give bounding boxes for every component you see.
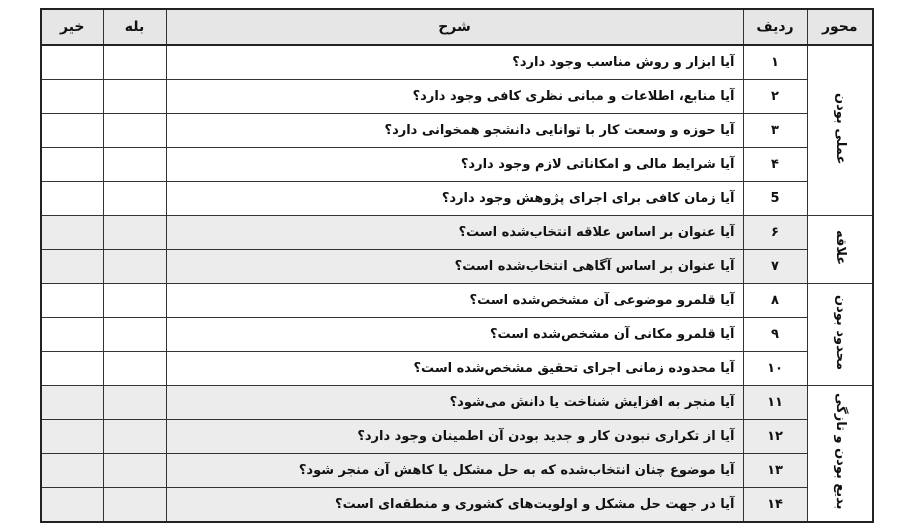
question-text: آیا ابزار و روش مناسب وجود دارد؟ [166,45,743,80]
yes-cell[interactable] [103,250,166,284]
table-row [41,284,873,318]
no-cell[interactable] [41,420,103,454]
yes-cell[interactable] [103,148,166,182]
header-description: شرح [166,9,743,45]
yes-cell[interactable] [103,284,166,318]
question-text: آیا عنوان بر اساس آگاهی انتخاب‌شده است؟ [166,250,743,284]
yes-cell[interactable] [103,216,166,250]
table-row [41,386,873,420]
yes-cell[interactable] [103,80,166,114]
table-row [41,114,873,148]
row-number: ۱۴ [743,488,807,523]
yes-cell[interactable] [103,114,166,148]
row-number: ۷ [743,250,807,284]
table-row [41,45,873,80]
table-row [41,216,873,250]
yes-cell[interactable] [103,318,166,352]
question-text: آیا حوزه و وسعت کار با توانایی دانشجو همخوانی دارد؟ [166,114,743,148]
table-row [41,318,873,352]
row-number: ۸ [743,284,807,318]
axis-label: بدیع بودن و تازگی [832,393,848,510]
row-number: ۶ [743,216,807,250]
header-row-number: ردیف [743,9,807,45]
row-number: ۱ [743,45,807,80]
no-cell[interactable] [41,284,103,318]
header-yes: بله [103,9,166,45]
row-number: ۲ [743,80,807,114]
row-number: 5 [743,182,807,216]
axis-label: محدود بودن [832,294,848,370]
question-text: آیا موضوع چنان انتخاب‌شده که به حل مشکل یا کاهش آن منجر شود؟ [166,454,743,488]
no-cell[interactable] [41,45,103,80]
question-text: آیا در جهت حل مشکل و اولویت‌های کشوری و منطقه‌ای است؟ [166,488,743,523]
header-no: خیر [41,9,103,45]
table-row [41,352,873,386]
no-cell[interactable] [41,318,103,352]
row-number: ۱۰ [743,352,807,386]
axis-label: علاقه [832,229,848,266]
yes-cell[interactable] [103,45,166,80]
axis-label: عملی بودن [832,92,848,165]
question-text: آیا زمان کافی برای اجرای پژوهش وجود دارد؟ [166,182,743,216]
table-row [41,182,873,216]
row-number: ۹ [743,318,807,352]
checklist-table [40,8,874,523]
question-text: آیا منابع، اطلاعات و مبانی نظری کافی وجود دارد؟ [166,80,743,114]
row-number: ۱۳ [743,454,807,488]
question-text: آیا محدوده زمانی اجرای تحقیق مشخص‌شده است؟ [166,352,743,386]
table-row [41,80,873,114]
yes-cell[interactable] [103,454,166,488]
question-text: آیا شرایط مالی و امکاناتی لازم وجود دارد؟ [166,148,743,182]
no-cell[interactable] [41,80,103,114]
header-row [41,9,873,45]
no-cell[interactable] [41,182,103,216]
yes-cell[interactable] [103,488,166,523]
axis-cell-limited [807,284,873,386]
row-number: ۳ [743,114,807,148]
question-text: آیا قلمرو موضوعی آن مشخص‌شده است؟ [166,284,743,318]
table-row [41,148,873,182]
no-cell[interactable] [41,216,103,250]
no-cell[interactable] [41,352,103,386]
table-row [41,250,873,284]
no-cell[interactable] [41,488,103,523]
yes-cell[interactable] [103,420,166,454]
no-cell[interactable] [41,250,103,284]
question-text: آیا منجر به افزایش شناخت یا دانش می‌شود؟ [166,386,743,420]
row-number: ۱۲ [743,420,807,454]
row-number: ۱۱ [743,386,807,420]
axis-cell-practicality [807,45,873,216]
question-text: آیا قلمرو مکانی آن مشخص‌شده است؟ [166,318,743,352]
table-row [41,488,873,523]
question-text: آیا از تکراری نبودن کار و جدید بودن آن اطمینان وجود دارد؟ [166,420,743,454]
header-axis: محور [807,9,873,45]
axis-cell-interest [807,216,873,284]
no-cell[interactable] [41,454,103,488]
table-row [41,454,873,488]
checklist-sheet [40,8,872,528]
yes-cell[interactable] [103,182,166,216]
yes-cell[interactable] [103,352,166,386]
no-cell[interactable] [41,148,103,182]
table-row [41,420,873,454]
yes-cell[interactable] [103,386,166,420]
question-text: آیا عنوان بر اساس علاقه انتخاب‌شده است؟ [166,216,743,250]
axis-cell-novelty [807,386,873,523]
no-cell[interactable] [41,114,103,148]
no-cell[interactable] [41,386,103,420]
row-number: ۴ [743,148,807,182]
